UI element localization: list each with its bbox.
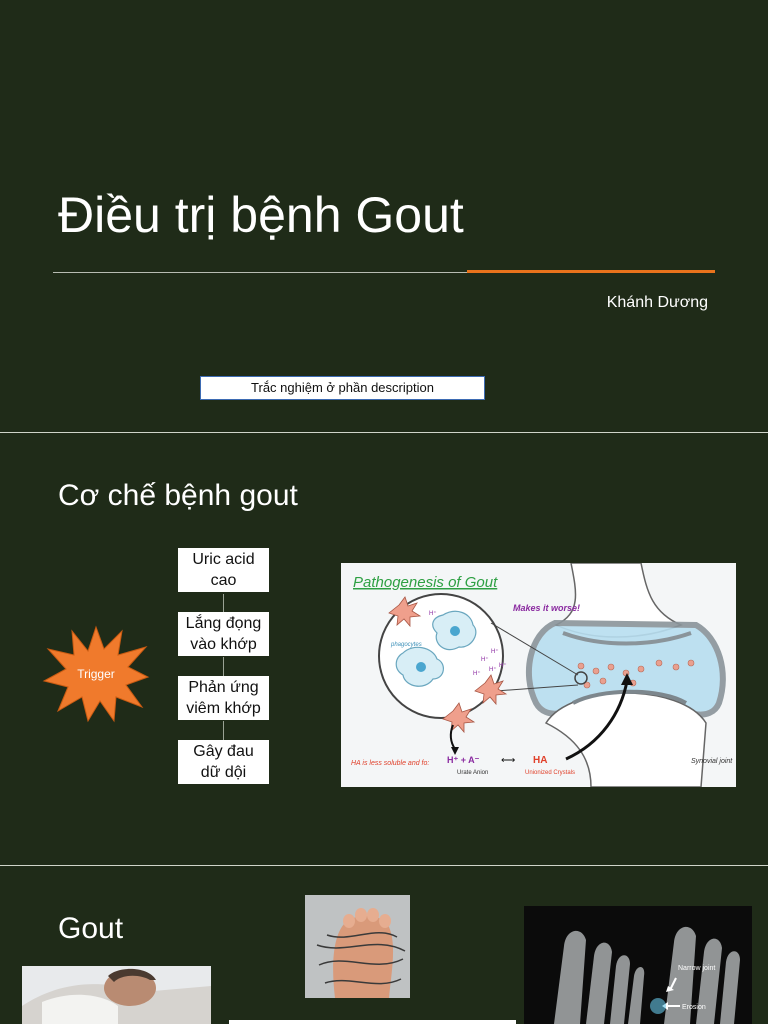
step-text: cao (210, 572, 237, 589)
step-text: viêm khớp (186, 700, 261, 717)
slide-heading: Gout (58, 912, 124, 945)
pathogenesis-figure (341, 563, 736, 787)
slide-heading: Cơ chế bệnh gout (58, 479, 298, 512)
xray-erosion-label: Erosion (682, 1004, 706, 1011)
author-name: Khánh Dương (606, 294, 708, 311)
mechanism-slide (0, 433, 768, 865)
step-text: Phản ứng (188, 679, 259, 696)
title-accent-rule (467, 270, 715, 273)
trigger-starburst (42, 625, 150, 723)
quiz-note-box: Trắc nghiệm ở phần description (200, 376, 485, 400)
h-plus-label: H⁺ (429, 611, 437, 617)
step-text: Gây đau (193, 743, 254, 760)
xray-photo (524, 906, 752, 1024)
equation-arrow: ⟷ (501, 755, 516, 766)
flow-step-deposit (178, 612, 269, 656)
phagocytes-label: phagocytes (391, 642, 422, 648)
figure-title: Pathogenesis of Gout (353, 574, 498, 591)
step-text: Uric acid (192, 551, 255, 568)
synovial-joint-label: Synovial joint (691, 758, 733, 765)
h-plus-label: H⁺ (489, 667, 497, 673)
title-slide (0, 0, 768, 432)
flow-connector (223, 657, 224, 676)
trigger-label: Trigger (77, 667, 115, 681)
man-photo (22, 966, 211, 1024)
flow-connector (223, 721, 224, 740)
pathogenesis-illustration (341, 563, 736, 787)
equation-right: HA (533, 755, 548, 766)
ha-note: HA is less soluble and fo: (351, 760, 430, 767)
title-rule (53, 272, 467, 273)
urate-anion-label: Urate Anion (457, 770, 489, 776)
slide-title: Điều trị bệnh Gout (58, 187, 464, 243)
step-text: vào khớp (190, 636, 257, 653)
caption-bar (229, 1020, 516, 1024)
barbed-wire-foot-photo (305, 895, 410, 998)
flow-step-inflammation (178, 676, 269, 720)
gout-slide (0, 866, 768, 1024)
flow-connector (223, 594, 224, 612)
equation-left: H⁺ + A⁻ (447, 755, 480, 765)
h-plus-label: H⁺ (499, 663, 507, 669)
h-plus-label: H⁺ (473, 671, 481, 677)
flow-step-pain (178, 740, 269, 784)
xray-narrow-label: Narrow joint (678, 965, 716, 972)
h-plus-label: H⁺ (481, 657, 489, 663)
step-text: Lắng đọng (185, 615, 262, 632)
unionized-crystals-label: Unionized Crystals (525, 770, 576, 776)
flow-step-uric-acid (178, 548, 269, 592)
h-plus-label: H⁺ (491, 649, 499, 655)
step-text: dữ dội (200, 764, 247, 781)
makes-worse-label: Makes it worse! (513, 603, 581, 613)
